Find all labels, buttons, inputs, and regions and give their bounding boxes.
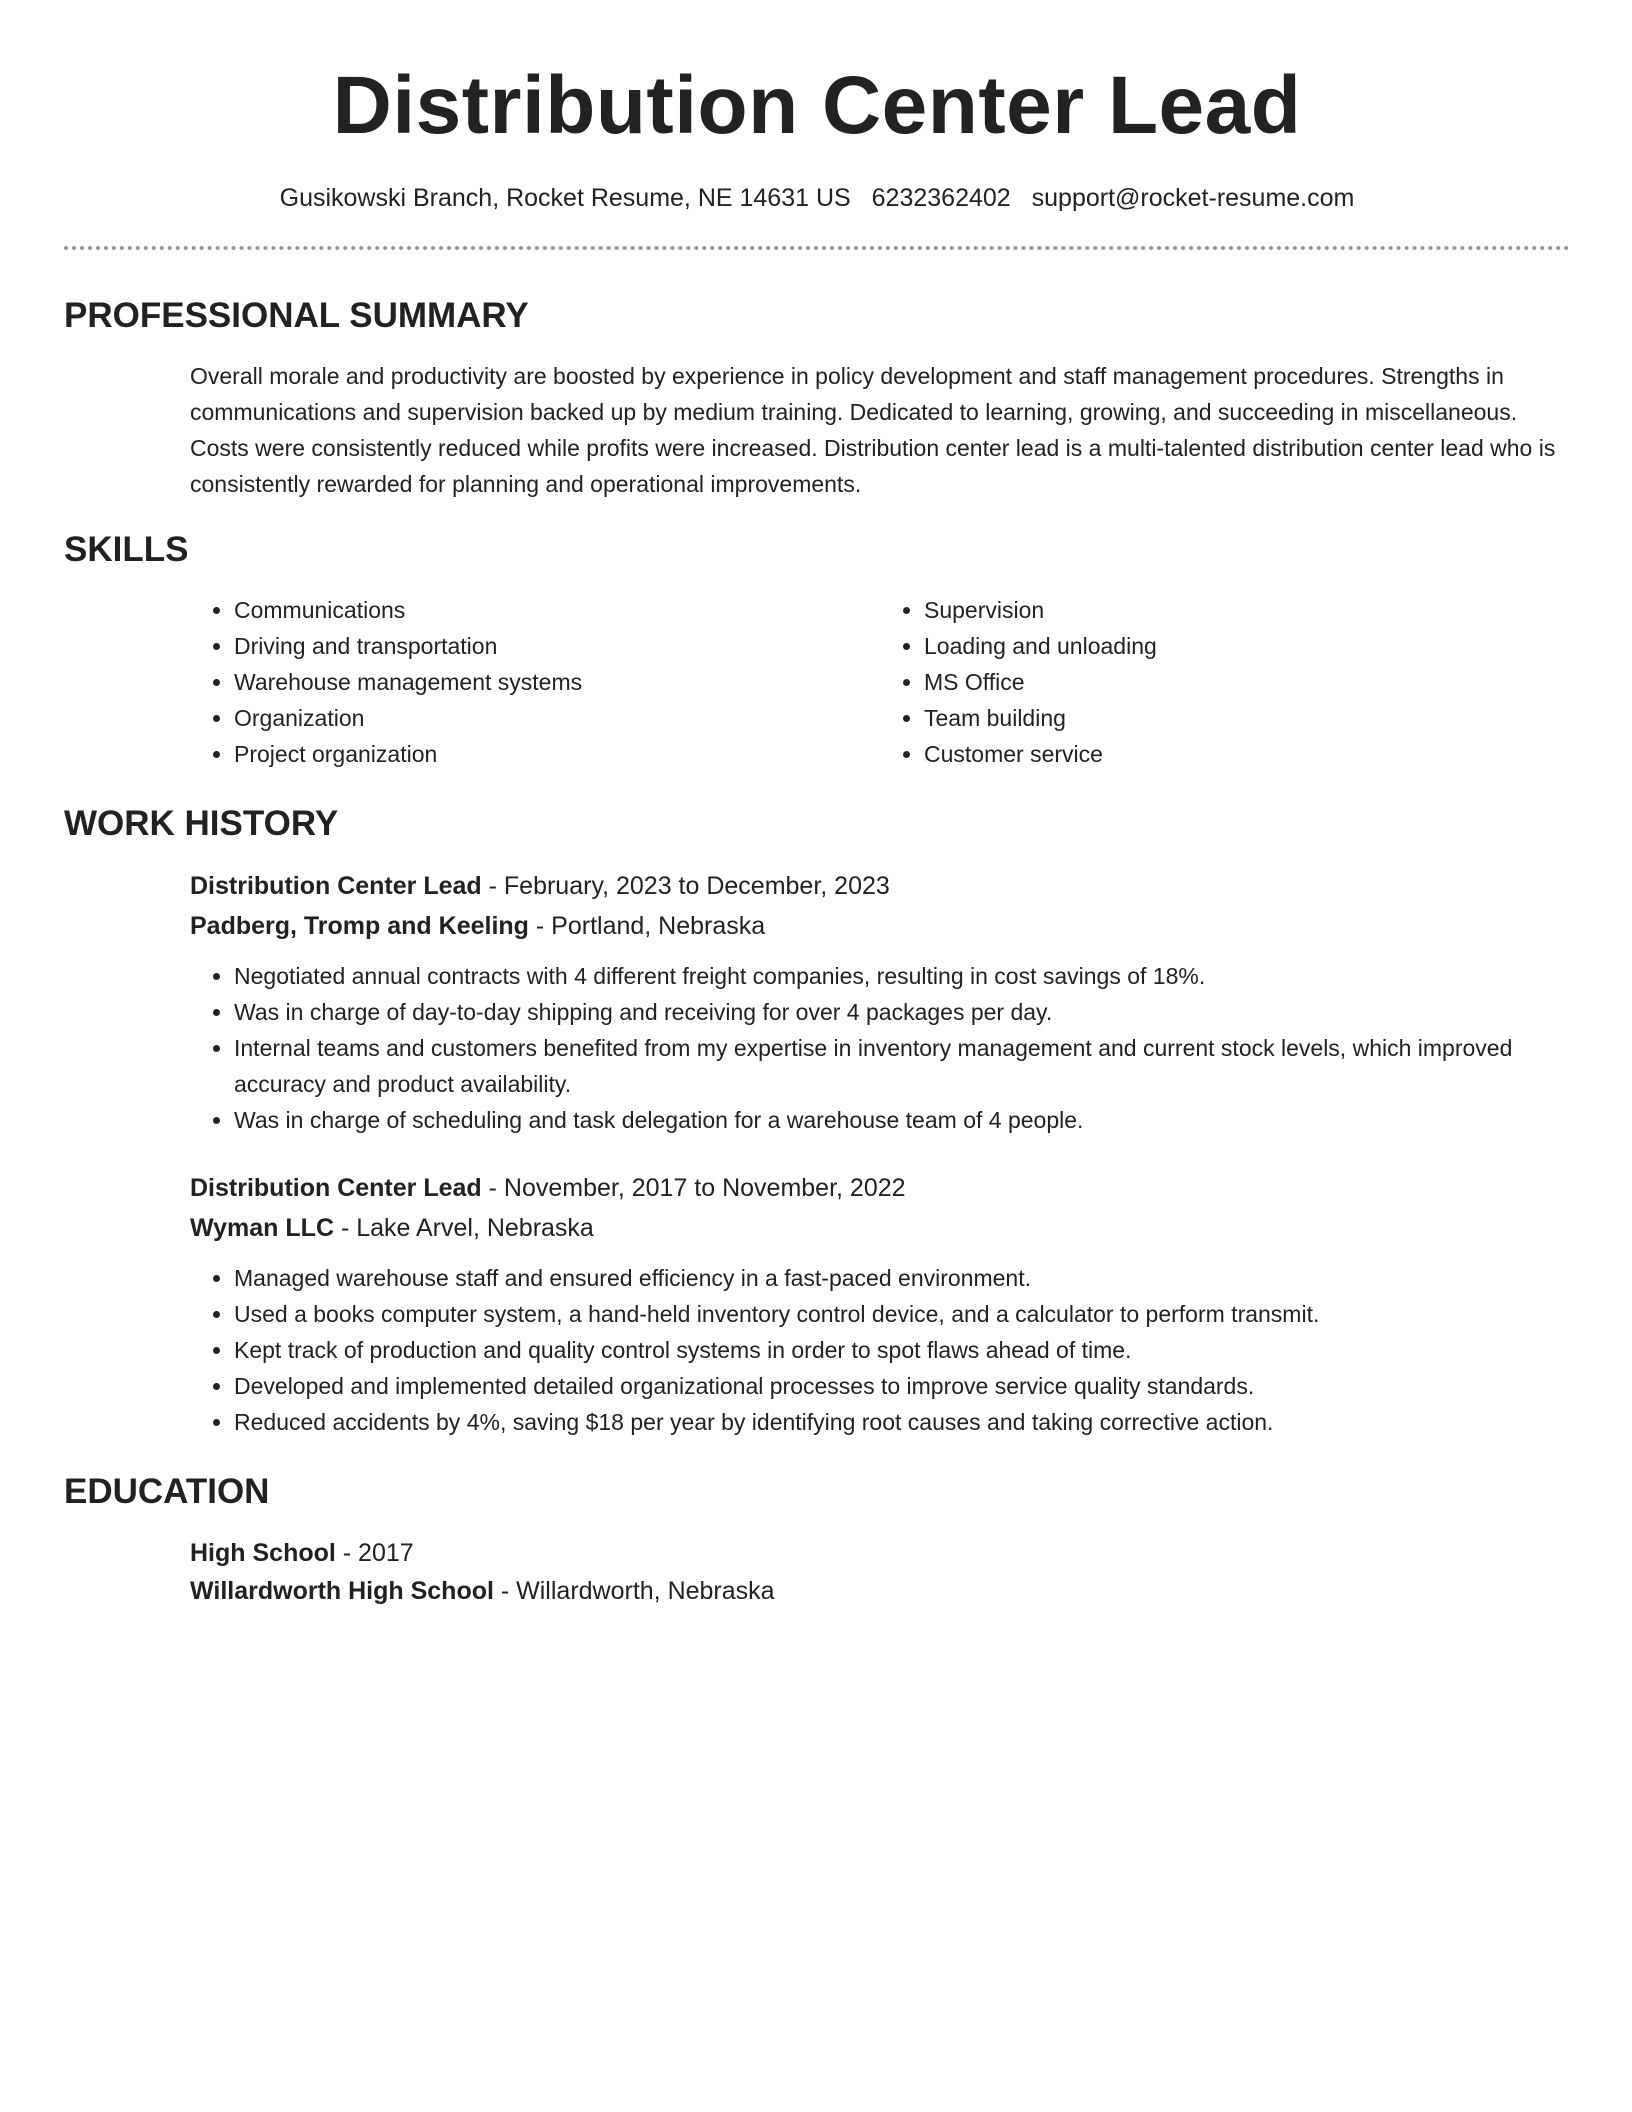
skills-column-right xyxy=(880,592,1570,772)
contact-address: Gusikowski Branch, Rocket Resume, NE 14631 US xyxy=(279,184,851,212)
job-bullet: • Was in charge of scheduling and task delegation for a warehouse team of 4 people. xyxy=(234,1102,1570,1138)
skill-item: • Communications xyxy=(234,592,880,628)
job-entry xyxy=(64,1168,1570,1440)
job-location: - Lake Arvel, Nebraska xyxy=(334,1214,594,1242)
skills-column-left xyxy=(190,592,880,772)
job-title-line xyxy=(190,1168,1570,1208)
job-bullets xyxy=(190,1260,1570,1440)
skill-item: • MS Office xyxy=(924,664,1570,700)
job-company-line xyxy=(190,1208,1570,1248)
work-history-heading: WORK HISTORY xyxy=(64,804,339,843)
education-school-line xyxy=(190,1572,1570,1610)
skill-item: • Supervision xyxy=(924,592,1570,628)
skills-list xyxy=(190,592,1570,772)
job-bullet: • Negotiated annual contracts with 4 different freight companies, resulting in cost savings of 18%. xyxy=(234,958,1570,994)
summary-heading: PROFESSIONAL SUMMARY xyxy=(64,296,529,335)
education-school: Willardworth High School xyxy=(190,1577,494,1605)
skill-item: • Team building xyxy=(924,700,1570,736)
skill-item: • Customer service xyxy=(924,736,1570,772)
resume-page xyxy=(64,0,1570,1610)
job-bullets xyxy=(190,958,1570,1138)
job-title-line xyxy=(190,866,1570,906)
skills-heading: SKILLS xyxy=(64,530,189,569)
job-location: - Portland, Nebraska xyxy=(528,912,766,940)
education-heading: EDUCATION xyxy=(64,1472,270,1511)
job-entry xyxy=(64,866,1570,1138)
job-bullet: • Developed and implemented detailed organizational processes to improve service quality standards. xyxy=(234,1368,1570,1404)
education-entry xyxy=(64,1534,1570,1610)
summary-text: Overall morale and productivity are boosted by experience in policy development and staff management procedures. Strengths in communications and supervision backed up by medium training. Dedicated to learning, growing, and succeeding in miscellaneous. Costs were consistently reduced while profits were increased. Distribution center lead is a multi-talented distribution center lead who is consistently rewarded for planning and operational improvements. xyxy=(190,363,1556,497)
job-role: Distribution Center Lead xyxy=(190,872,482,900)
education-degree-line xyxy=(190,1534,1570,1572)
job-dates: - February, 2023 to December, 2023 xyxy=(481,872,890,900)
job-role: Distribution Center Lead xyxy=(190,1174,482,1202)
job-bullet: • Managed warehouse staff and ensured efficiency in a fast-paced environment. xyxy=(234,1260,1570,1296)
education-year: - 2017 xyxy=(335,1539,414,1567)
job-bullet: • Kept track of production and quality control systems in order to spot flaws ahead of time. xyxy=(234,1332,1570,1368)
resume-name: Distribution Center Lead xyxy=(332,60,1302,151)
job-bullet: • Was in charge of day-to-day shipping and receiving for over 4 packages per day. xyxy=(234,994,1570,1030)
contact-line xyxy=(64,182,1570,214)
skill-item: • Project organization xyxy=(234,736,880,772)
job-bullet: • Used a books computer system, a hand-held inventory control device, and a calculator to perform transmit. xyxy=(234,1296,1570,1332)
contact-phone: 6232362402 xyxy=(871,184,1011,212)
job-company-line xyxy=(190,906,1570,946)
job-bullet: • Reduced accidents by 4%, saving $18 per year by identifying root causes and taking corrective action. xyxy=(234,1404,1570,1440)
job-dates: - November, 2017 to November, 2022 xyxy=(481,1174,906,1202)
education-degree: High School xyxy=(190,1539,336,1567)
skill-item: • Loading and unloading xyxy=(924,628,1570,664)
contact-email: support@rocket-resume.com xyxy=(1031,184,1355,212)
job-bullet: • Internal teams and customers benefited from my expertise in inventory management and current stock levels, which improved accuracy and product availability. xyxy=(234,1030,1570,1102)
skill-item: • Driving and transportation xyxy=(234,628,880,664)
job-company: Padberg, Tromp and Keeling xyxy=(190,912,529,940)
education-location: - Willardworth, Nebraska xyxy=(493,1577,775,1605)
job-company: Wyman LLC xyxy=(190,1214,334,1242)
header-divider xyxy=(64,246,1570,250)
skill-item: • Warehouse management systems xyxy=(234,664,880,700)
skill-item: • Organization xyxy=(234,700,880,736)
